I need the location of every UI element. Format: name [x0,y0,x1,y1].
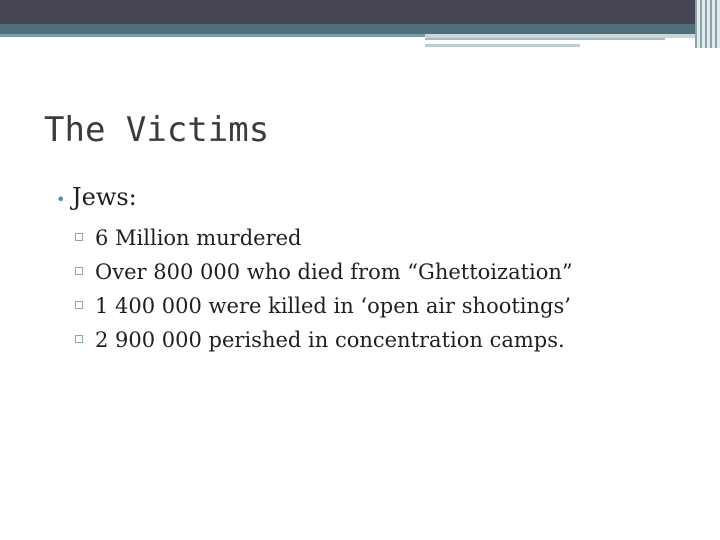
accent-strip [425,38,665,40]
bullet-label: Jews: [72,183,137,211]
accent-strip [425,44,580,47]
list-item [75,255,573,289]
header-bar [0,0,720,24]
list-item-text: Over 800 000 who died from “Ghettoization” [95,260,573,284]
list-item-text: 2 900 000 perished in concentration camps. [95,328,565,352]
list-item [75,221,573,255]
accent-strip [0,34,425,37]
slide-body [56,183,573,357]
list-item [75,323,573,357]
list-item [75,289,573,323]
accent-band [0,24,720,34]
bullet-dot-icon: • [56,190,66,209]
slide-title: The Victims [44,110,270,150]
list-item-text: 6 Million murdered [95,226,302,250]
list-item-text: 1 400 000 were killed in ‘open air shootings’ [95,294,571,318]
decorative-lines [695,0,720,48]
square-bullet-icon [75,233,83,241]
square-bullet-icon [75,267,83,275]
bullet-item [56,183,573,211]
square-bullet-icon [75,301,83,309]
sub-bullet-list [75,221,573,357]
square-bullet-icon [75,335,83,343]
